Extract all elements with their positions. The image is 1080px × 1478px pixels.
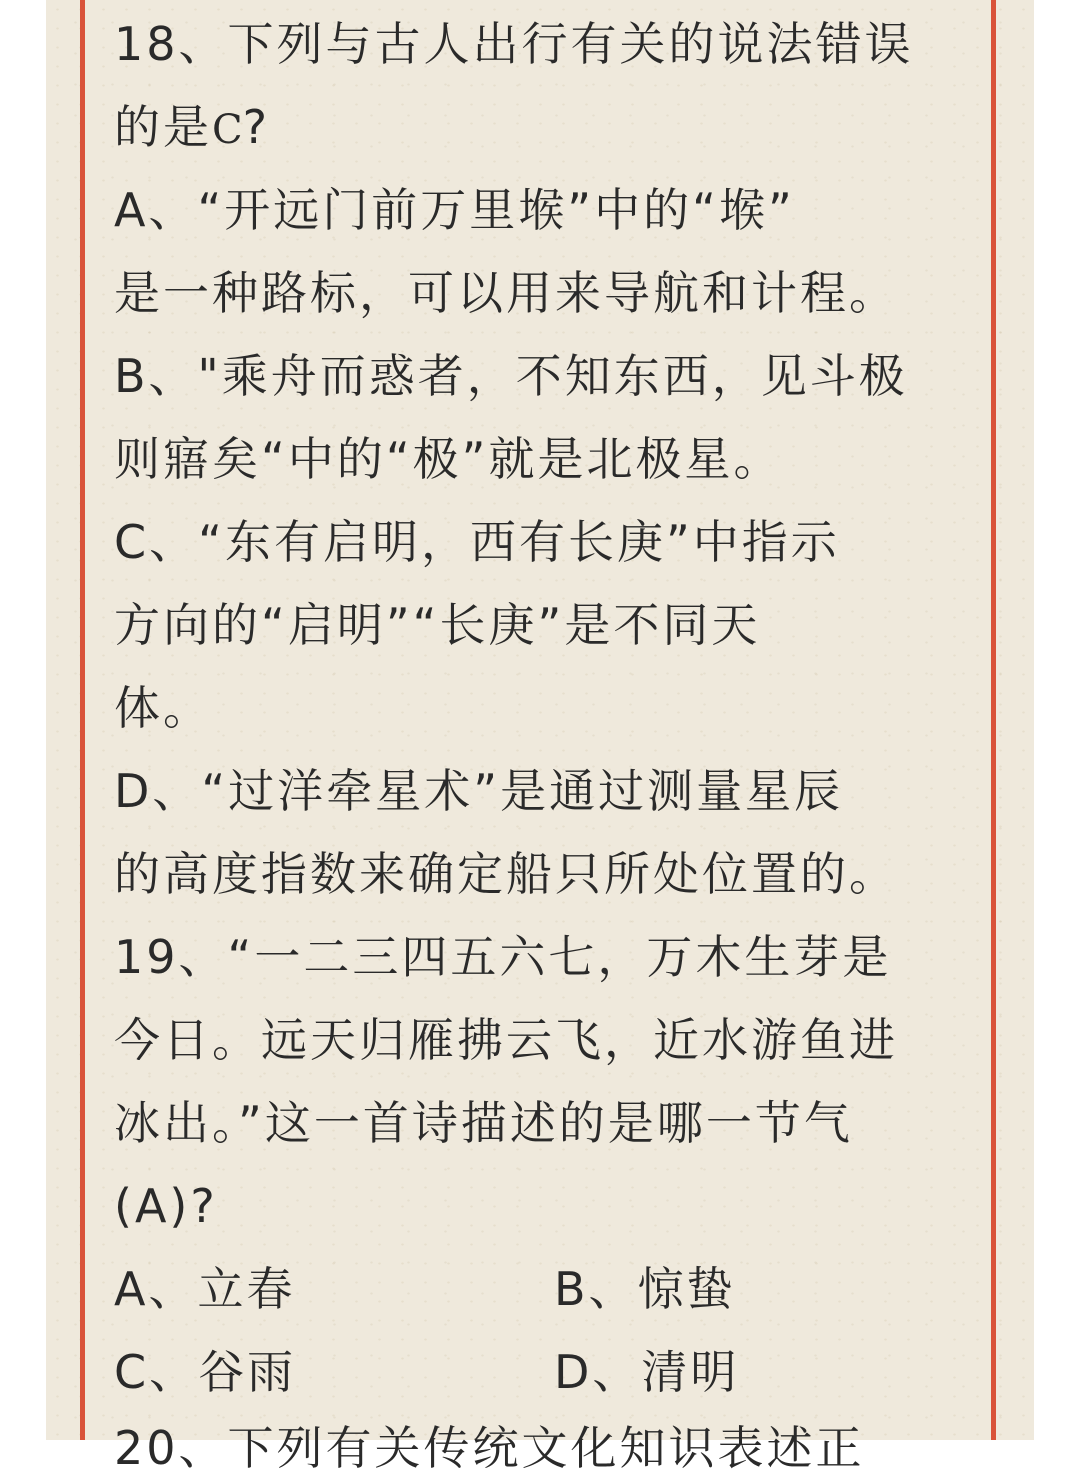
q19-option-d: D、清明 <box>554 1345 740 1399</box>
q18-option-a-line1: A、“开远门前万里堠”中的“堠” <box>114 183 795 237</box>
q19-stem-line2: 今日。远天归雁拂云飞，近水游鱼进 <box>114 1013 898 1067</box>
q19-stem-line1: 19、“一二三四五六七，万木生芽是 <box>114 930 892 984</box>
left-red-border <box>80 0 85 1440</box>
q19-stem-line4: (A)? <box>114 1179 218 1233</box>
q18-option-a-line2: 是一种路标，可以用来导航和计程。 <box>114 266 898 320</box>
q18-option-b-line2: 则寤矣“中的“极”就是北极星。 <box>114 432 783 486</box>
paper-page <box>46 0 1034 1475</box>
q18-option-d-line1: D、“过洋牵星术”是通过测量星辰 <box>114 764 844 818</box>
q18-stem-line1: 18、下列与古人出行有关的说法错误 <box>114 17 914 71</box>
q18-handwritten-answer: C <box>212 107 243 153</box>
q18-option-b-line1: B、"乘舟而惑者，不知东西，见斗极 <box>114 349 908 403</box>
q18-stem-prefix: 的是 <box>114 100 212 154</box>
right-red-border <box>991 0 996 1440</box>
q19-option-b: B、惊蛰 <box>554 1262 736 1316</box>
q19-stem-line3: 冰出。”这一首诗描述的是哪一节气 <box>114 1096 853 1150</box>
q18-option-c-line1: C、“东有启明，西有长庚”中指示 <box>114 515 840 569</box>
q20-stem-partial: 20、下列有关传统文化知识表述正 <box>114 1421 865 1475</box>
q18-stem-suffix: ? <box>242 100 271 154</box>
q18-option-d-line2: 的高度指数来确定船只所处位置的。 <box>114 847 898 901</box>
q19-option-c: C、谷雨 <box>114 1345 297 1399</box>
q18-stem-line2 <box>114 97 270 157</box>
q19-option-a: A、立春 <box>114 1262 296 1316</box>
q18-option-c-line3: 体。 <box>114 681 212 735</box>
q18-option-c-line2: 方向的“启明”“长庚”是不同天 <box>114 598 761 652</box>
